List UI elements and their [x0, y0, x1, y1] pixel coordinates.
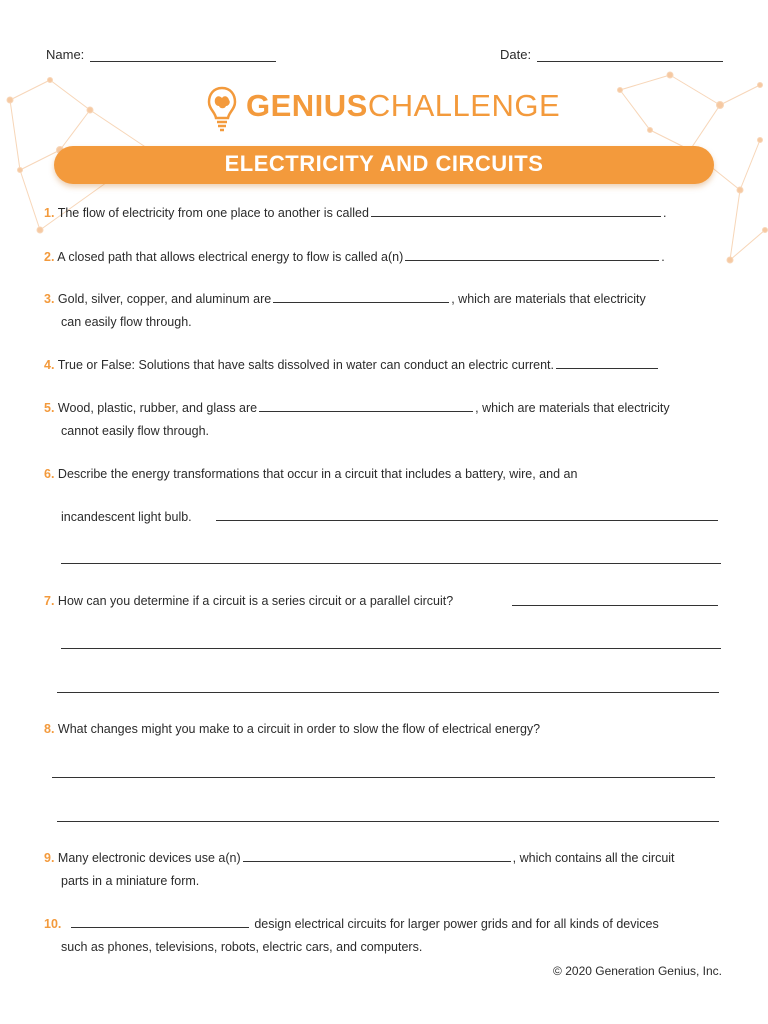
question-5 [44, 397, 670, 420]
question-number: 9. [44, 851, 55, 865]
lightbulb-brain-icon [206, 85, 238, 133]
question-6-line2: incandescent light bulb. [61, 510, 192, 524]
question-text: A closed path that allows electrical energy to flow is called a(n) [57, 250, 404, 264]
question-9 [44, 847, 675, 870]
answer-blank[interactable] [259, 398, 473, 412]
question-number: 8. [44, 722, 55, 736]
answer-line[interactable] [61, 563, 721, 564]
question-10-line2: such as phones, televisions, robots, electric cars, and computers. [61, 940, 423, 954]
title-banner [54, 146, 714, 184]
answer-line[interactable] [512, 605, 718, 606]
question-9-line2: parts in a miniature form. [61, 874, 200, 888]
answer-blank[interactable] [371, 203, 661, 217]
question-text: True or False: Solutions that have salts dissolved in water can conduct an electric current. [57, 358, 554, 372]
question-4 [44, 354, 660, 377]
question-number: 10. [44, 917, 62, 931]
answer-line[interactable] [57, 692, 719, 693]
question-number: 5. [44, 401, 55, 415]
question-3 [44, 288, 646, 311]
question-text: Gold, silver, copper, and aluminum are [57, 292, 272, 306]
answer-blank[interactable] [243, 848, 511, 862]
question-text-after: . [662, 206, 667, 220]
question-text-after: design electrical circuits for larger power grids and for all kinds of devices [254, 917, 659, 931]
question-number: 3. [44, 292, 55, 306]
question-number: 7. [44, 594, 55, 608]
answer-blank[interactable] [405, 247, 659, 261]
question-10 [44, 913, 659, 936]
answer-blank[interactable] [556, 355, 658, 369]
date-label: Date: [500, 47, 532, 62]
question-text: What changes might you make to a circuit in order to slow the flow of electrical energy? [57, 722, 541, 736]
question-number: 6. [44, 467, 55, 481]
answer-line[interactable] [57, 821, 719, 822]
question-text-after: . [661, 250, 665, 264]
page-title: ELECTRICITY AND CIRCUITS [224, 151, 544, 176]
answer-line[interactable] [52, 777, 715, 778]
question-1 [44, 202, 666, 225]
answer-line[interactable] [216, 520, 718, 521]
question-8 [44, 718, 540, 741]
brand-light: CHALLENGE [367, 88, 561, 123]
question-text: Many electronic devices use a(n) [57, 851, 241, 865]
name-label: Name: [46, 47, 85, 62]
question-7 [44, 590, 453, 613]
answer-blank[interactable] [273, 289, 449, 303]
copyright: © 2020 Generation Genius, Inc. [553, 964, 722, 978]
question-number: 4. [44, 358, 55, 372]
date-field[interactable] [537, 61, 723, 62]
question-text-after: , which are materials that electricity [451, 292, 646, 306]
name-field[interactable] [90, 61, 276, 62]
question-text: Wood, plastic, rubber, and glass are [57, 401, 258, 415]
brand-logo-text [246, 88, 560, 124]
question-text: Describe the energy transformations that occur in a circuit that includes a battery, wire, and an [57, 467, 578, 481]
question-5-line2: cannot easily flow through. [61, 424, 210, 438]
question-text: The flow of electricity from one place to another is called [57, 206, 369, 220]
question-number: 2. [44, 250, 55, 264]
question-text: How can you determine if a circuit is a series circuit or a parallel circuit? [57, 594, 454, 608]
brand-bold: GENIUS [246, 88, 368, 123]
question-text-after: , which are materials that electricity [475, 401, 670, 415]
question-2 [44, 246, 665, 269]
question-3-line2: can easily flow through. [61, 315, 192, 329]
answer-blank[interactable] [71, 914, 249, 928]
question-6 [44, 463, 577, 486]
answer-line[interactable] [61, 648, 721, 649]
question-text-after: , which contains all the circuit [512, 851, 675, 865]
question-number: 1. [44, 206, 55, 220]
